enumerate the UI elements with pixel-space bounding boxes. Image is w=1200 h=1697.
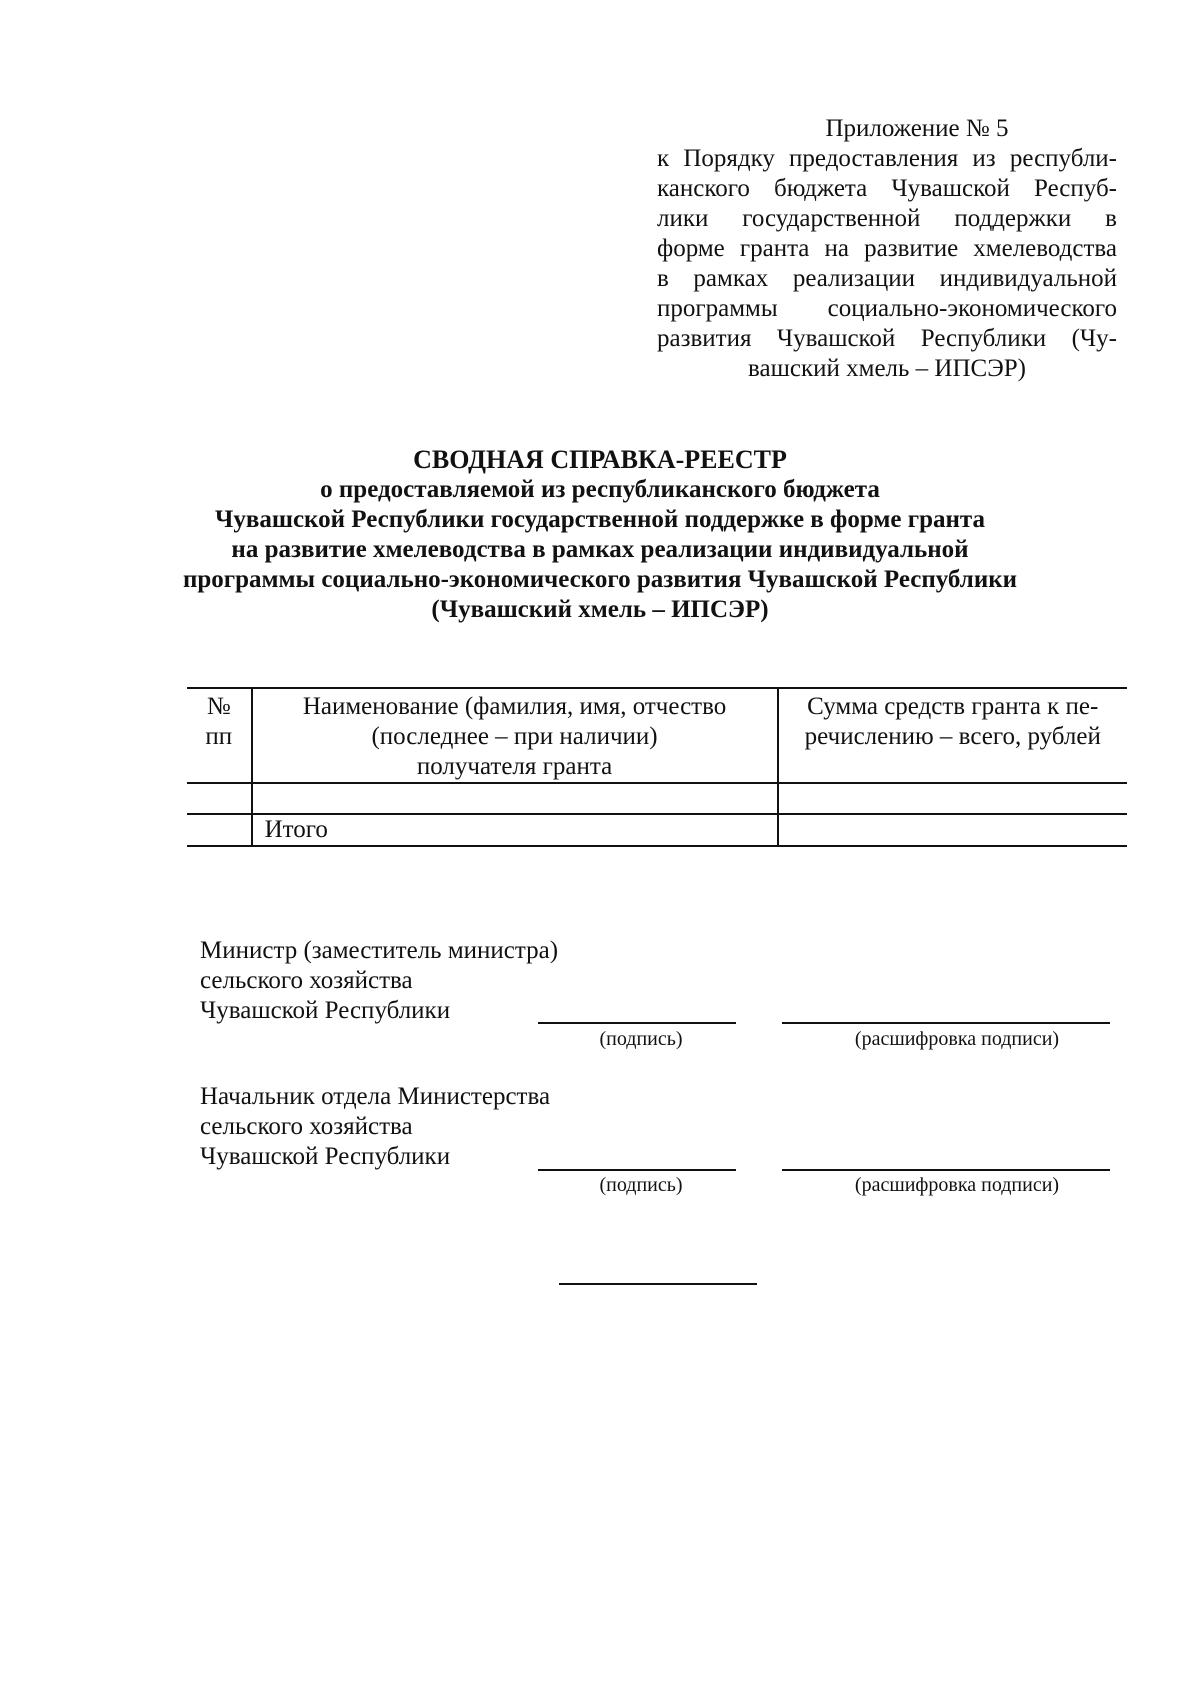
appendix-line: программы социально-экономического [657,295,1117,322]
signatory-position-line: Чувашской Республики [200,1143,451,1170]
document-title-main: СВОДНАЯ СПРАВКА-РЕЕСТР [413,445,787,474]
signatory-position-line: Министр (заместитель министра) [200,937,559,964]
signatory-position-line: Чувашской Республики [200,997,451,1024]
document-title-line: Чувашской Республики государственной поддержке в форме гранта [215,506,985,533]
signatory-position-line: сельского хозяйства [200,1113,413,1140]
document-title [100,445,1100,625]
signature-block-department-head [200,1082,1120,1172]
header-num-line: пп [205,723,233,750]
appendix-line: канского бюджета Чувашской Респуб- [657,175,1117,202]
registry-table [187,687,1127,847]
document-title-line: программы социально-экономического развития Чувашской Республики [182,566,1018,593]
total-num-cell [187,814,252,846]
appendix-header [657,114,1117,384]
header-name-line: Наименование (фамилия, имя, отчество [302,693,727,720]
signature-line [538,1022,736,1024]
document-title-line: (Чувашский хмель – ИПСЭР) [431,596,769,623]
appendix-line: развития Чувашской Республики (Чу- [657,325,1117,352]
signature-caption: (подпись) [599,1028,683,1050]
signature-caption: (подпись) [599,1174,683,1196]
appendix-line: вашский хмель – ИПСЭР) [748,355,1026,382]
signatory-position-line: Начальник отдела Министерства [200,1083,551,1110]
signature-line [538,1169,736,1171]
header-sum-line: Сумма средств гранта к пе- [807,693,1099,720]
header-num [187,688,252,783]
header-num-line: № [206,693,231,720]
total-label: Итого [252,814,778,846]
signatory-position-line: сельского хозяйства [200,967,413,994]
header-name [252,688,778,783]
appendix-title: Приложение № 5 [825,115,1009,142]
appendix-line: к Порядку предоставления из республи- [657,145,1117,172]
appendix-line: лики государственной поддержки в [657,205,1117,232]
header-sum [778,688,1127,783]
header-sum-line: речислению – всего, рублей [804,723,1101,750]
header-name-line: (последнее – при наличии) [371,723,658,750]
appendix-line: форме гранта на развитие хмелеводства [657,235,1117,262]
signature-decode-caption: (расшифровка подписи) [854,1174,1060,1196]
appendix-body [657,144,1117,354]
signature-decode-caption: (расшифровка подписи) [854,1028,1060,1050]
signature-decode-line [782,1022,1110,1024]
table-header-row [187,688,1127,783]
header-name-line: получателя гранта [416,753,613,780]
row-name-cell [252,783,778,814]
appendix-line: в рамках реализации индивидуальной [657,265,1117,292]
row-sum-cell [778,783,1127,814]
signature-block-minister [200,936,1120,1026]
document-title-line: на развитие хмелеводства в рамках реализации индивидуальной [231,536,969,563]
document-end-rule [559,1283,757,1285]
table-row [187,783,1127,814]
document-title-line: о предоставляемой из республиканского бюджета [320,476,880,503]
total-value-cell [778,814,1127,846]
table-total-row [187,814,1127,846]
signature-decode-line [782,1169,1110,1171]
row-num-cell [187,783,252,814]
